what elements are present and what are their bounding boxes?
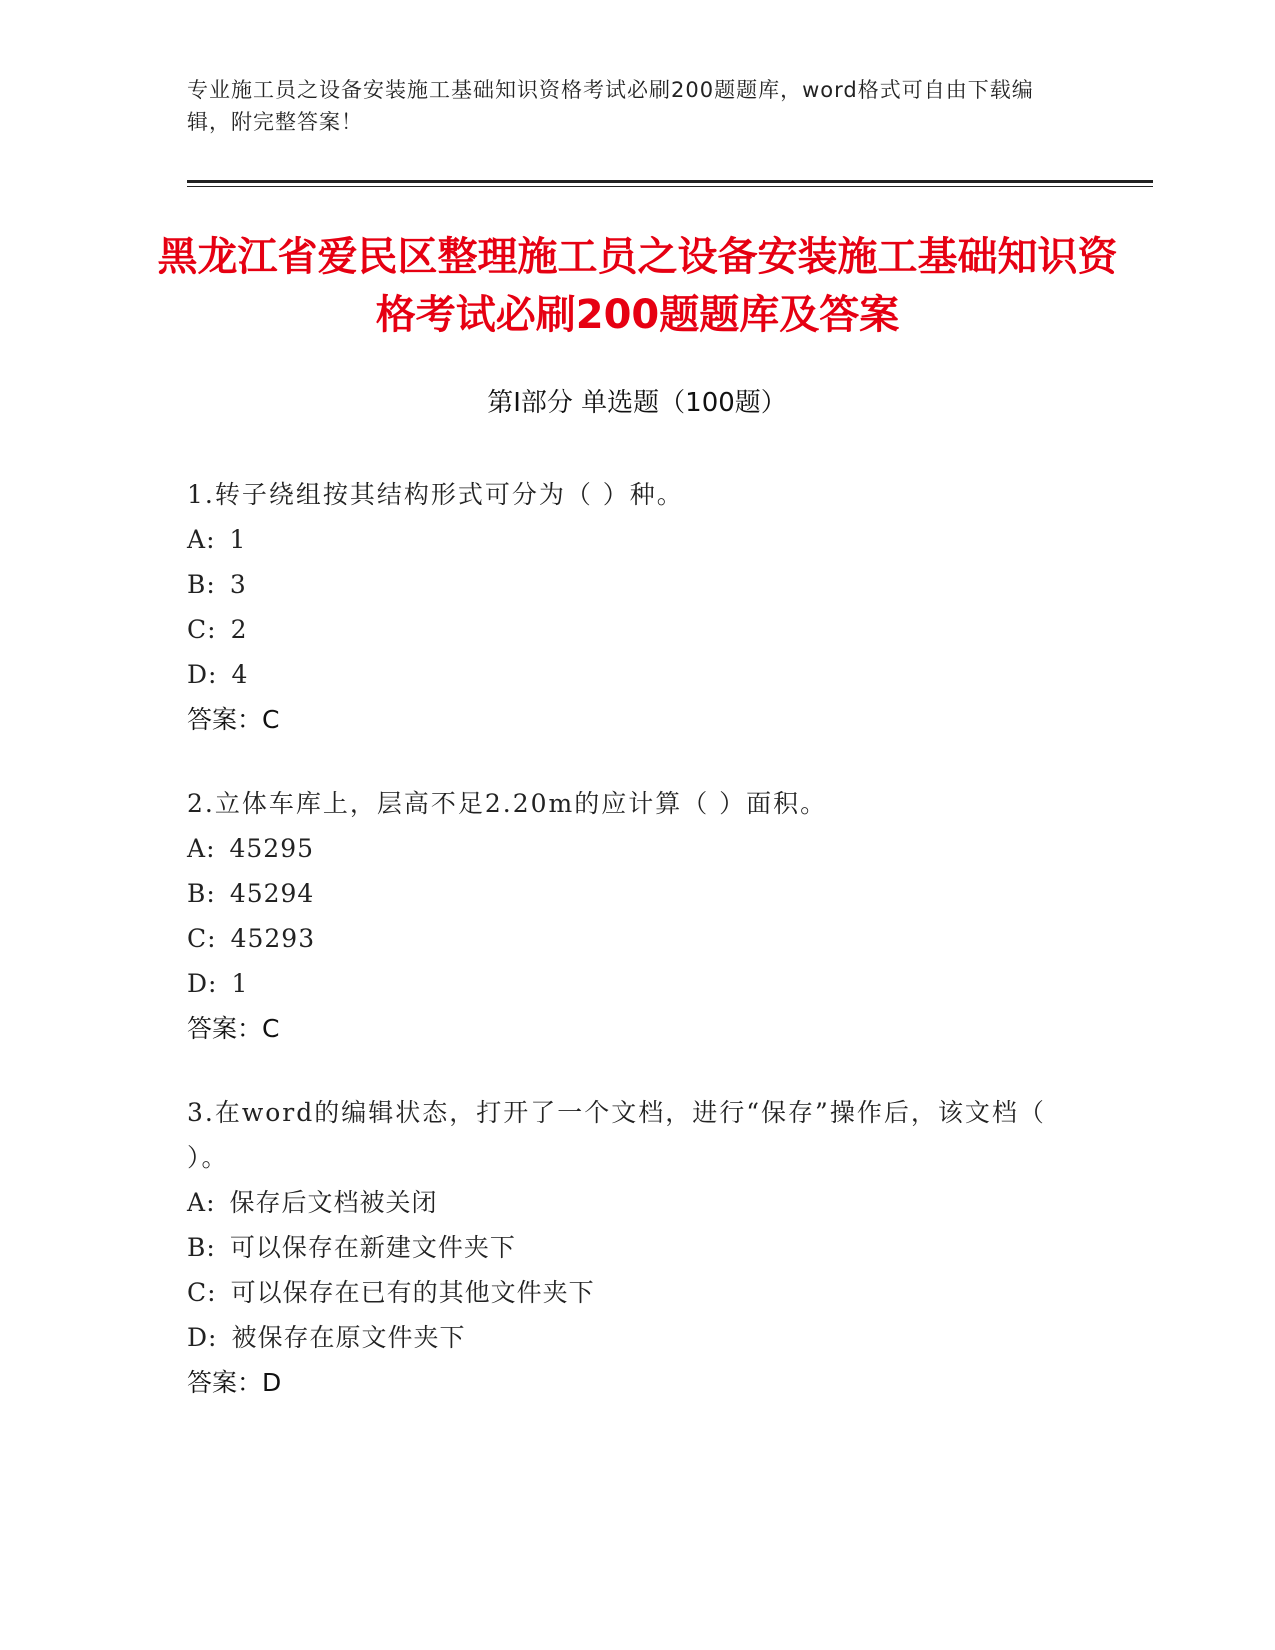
option-letter: B <box>187 570 207 599</box>
option-a: A: 45295 <box>187 826 1067 871</box>
option-text: 45293 <box>230 924 316 953</box>
header-note: 专业施工员之设备安装施工基础知识资格考试必刷200题题库，word格式可自由下载编辑，附完整答案！ <box>187 78 1034 134</box>
option-text: 1 <box>231 969 249 998</box>
question-1 <box>187 472 1067 743</box>
question-2 <box>187 781 1067 1052</box>
option-letter: D <box>187 969 209 998</box>
option-text: 被保存在原文件夹下 <box>231 1323 466 1352</box>
header-divider-thick <box>187 180 1153 183</box>
option-c: C: 可以保存在已有的其他文件夹下 <box>187 1270 1067 1315</box>
option-text: 2 <box>230 615 248 644</box>
option-letter: A <box>187 834 207 863</box>
option-a: A: 1 <box>187 517 1067 562</box>
option-letter: C <box>187 1278 208 1307</box>
option-letter: D <box>187 1323 209 1352</box>
header-divider-thin <box>187 186 1153 187</box>
section-heading: 第Ⅰ部分 单选题（100题） <box>487 388 787 418</box>
option-text: 4 <box>231 660 249 689</box>
option-b: B: 3 <box>187 562 1067 607</box>
option-d: D: 被保存在原文件夹下 <box>187 1315 1067 1360</box>
option-b: B: 45294 <box>187 871 1067 916</box>
option-letter: C <box>187 924 208 953</box>
question-list <box>187 472 1067 1444</box>
option-letter: B <box>187 1233 207 1262</box>
option-text: 保存后文档被关闭 <box>229 1188 438 1217</box>
option-c: C: 45293 <box>187 916 1067 961</box>
option-letter: A <box>187 525 207 554</box>
option-text: 可以保存在新建文件夹下 <box>229 1233 516 1262</box>
option-d: D: 1 <box>187 961 1067 1006</box>
option-a: A: 保存后文档被关闭 <box>187 1180 1067 1225</box>
option-letter: B <box>187 879 207 908</box>
option-text: 45294 <box>229 879 315 908</box>
option-letter: D <box>187 660 209 689</box>
question-3 <box>187 1090 1067 1406</box>
option-letter: A <box>187 1188 207 1217</box>
option-text: 3 <box>229 570 247 599</box>
question-stem: 1.转子绕组按其结构形式可分为（ ）种。 <box>187 480 684 509</box>
option-d: D: 4 <box>187 652 1067 697</box>
option-text: 45295 <box>229 834 315 863</box>
document-title: 黑龙江省爱民区整理施工员之设备安装施工基础知识资格考试必刷200题题库及答案 <box>157 234 1118 338</box>
option-letter: C <box>187 615 208 644</box>
answer: 答案：D <box>187 1368 282 1397</box>
option-b: B: 可以保存在新建文件夹下 <box>187 1225 1067 1270</box>
option-text: 1 <box>229 525 247 554</box>
question-stem: 3.在word的编辑状态，打开了一个文档，进行“保存”操作后，该文档（ ）。 <box>187 1098 1046 1172</box>
answer: 答案：C <box>187 705 280 734</box>
question-stem: 2.立体车库上，层高不足2.20m的应计算（ ）面积。 <box>187 789 828 818</box>
answer: 答案：C <box>187 1014 280 1043</box>
option-c: C: 2 <box>187 607 1067 652</box>
option-text: 可以保存在已有的其他文件夹下 <box>230 1278 595 1307</box>
